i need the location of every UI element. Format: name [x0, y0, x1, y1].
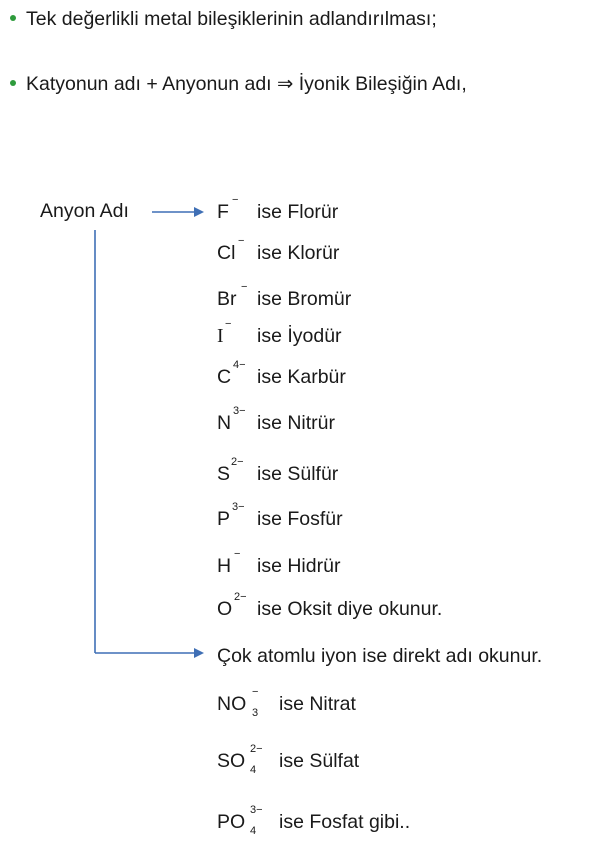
- ion-name: ise Fosfat gibi..: [279, 811, 411, 833]
- ion-charge: 3−: [232, 501, 245, 513]
- ion-charge: 2−: [250, 743, 263, 755]
- ion-row-sulfate: [217, 743, 360, 776]
- ion-charge: 2−: [234, 591, 247, 603]
- ion-charge: −: [232, 194, 239, 206]
- ion-symbol: O: [217, 598, 233, 620]
- ion-symbol: Cl: [217, 242, 236, 264]
- ion-row-iodide: [217, 318, 342, 347]
- bullet-text: Katyonun adı + Anyonun adı ⇒ İyonik Bileşiğin Adı,: [26, 73, 467, 95]
- ion-symbol: N: [217, 412, 232, 434]
- ion-row-carbide: [217, 359, 346, 388]
- ion-symbol: P: [217, 508, 231, 530]
- arrow-head-bottom-icon: [194, 648, 204, 658]
- ion-row-hydride: [217, 548, 341, 577]
- ion-symbol: SO: [217, 750, 246, 772]
- ion-row-chloride: [217, 235, 340, 264]
- ion-row-fluoride: [217, 194, 339, 223]
- ion-subscript: 3: [252, 707, 259, 719]
- ion-row-phosphide: [217, 501, 343, 530]
- ion-name: ise Oksit diye okunur.: [257, 598, 443, 620]
- ion-charge: −: [252, 686, 259, 698]
- ion-charge: −: [241, 281, 248, 293]
- ion-name: ise Hidrür: [257, 555, 341, 577]
- ion-row-oxide: [217, 591, 443, 620]
- ion-name: ise Florür: [257, 201, 339, 223]
- ion-charge: −: [225, 318, 232, 330]
- ion-subscript: 4: [250, 825, 257, 837]
- anyon-adi-label: Anyon Adı: [40, 200, 129, 222]
- ion-row-phosphate: [217, 804, 411, 837]
- ion-charge: −: [238, 235, 245, 247]
- ion-symbol: NO: [217, 693, 247, 715]
- ion-name: ise Nitrür: [257, 412, 336, 434]
- ion-symbol: F: [217, 201, 229, 223]
- arrow-head-top-icon: [194, 207, 204, 217]
- ion-row-nitrate: [217, 686, 356, 719]
- ion-symbol: Br: [217, 288, 237, 310]
- ion-symbol: S: [217, 463, 231, 485]
- ion-charge: 3−: [250, 804, 263, 816]
- ion-row-sulfide: [217, 456, 339, 485]
- ion-charge: 4−: [233, 359, 246, 371]
- ion-name: ise Sülfat: [279, 750, 360, 772]
- ion-charge: −: [234, 548, 241, 560]
- ion-name: ise Sülfür: [257, 463, 339, 485]
- ion-row-bromide: [217, 281, 352, 310]
- ion-charge: 2−: [231, 456, 244, 468]
- ion-symbol: C: [217, 366, 232, 388]
- ion-name: ise Klorür: [257, 242, 340, 264]
- ion-name: ise Karbür: [257, 366, 346, 388]
- ion-name: ise Bromür: [257, 288, 352, 310]
- ion-name: ise İyodür: [257, 325, 342, 347]
- ion-name: ise Nitrat: [279, 693, 356, 715]
- ion-symbol: H: [217, 555, 232, 577]
- ion-charge: 3−: [233, 405, 246, 417]
- ion-name: ise Fosfür: [257, 508, 343, 530]
- ion-row-nitride: [217, 405, 336, 434]
- bullet-text: Tek değerlikli metal bileşiklerinin adlandırılması;: [26, 8, 437, 30]
- ion-subscript: 4: [250, 764, 257, 776]
- ion-symbol: I: [217, 326, 224, 347]
- polyatomic-heading: Çok atomlu iyon ise direkt adı okunur.: [217, 645, 543, 667]
- ion-symbol: PO: [217, 811, 246, 833]
